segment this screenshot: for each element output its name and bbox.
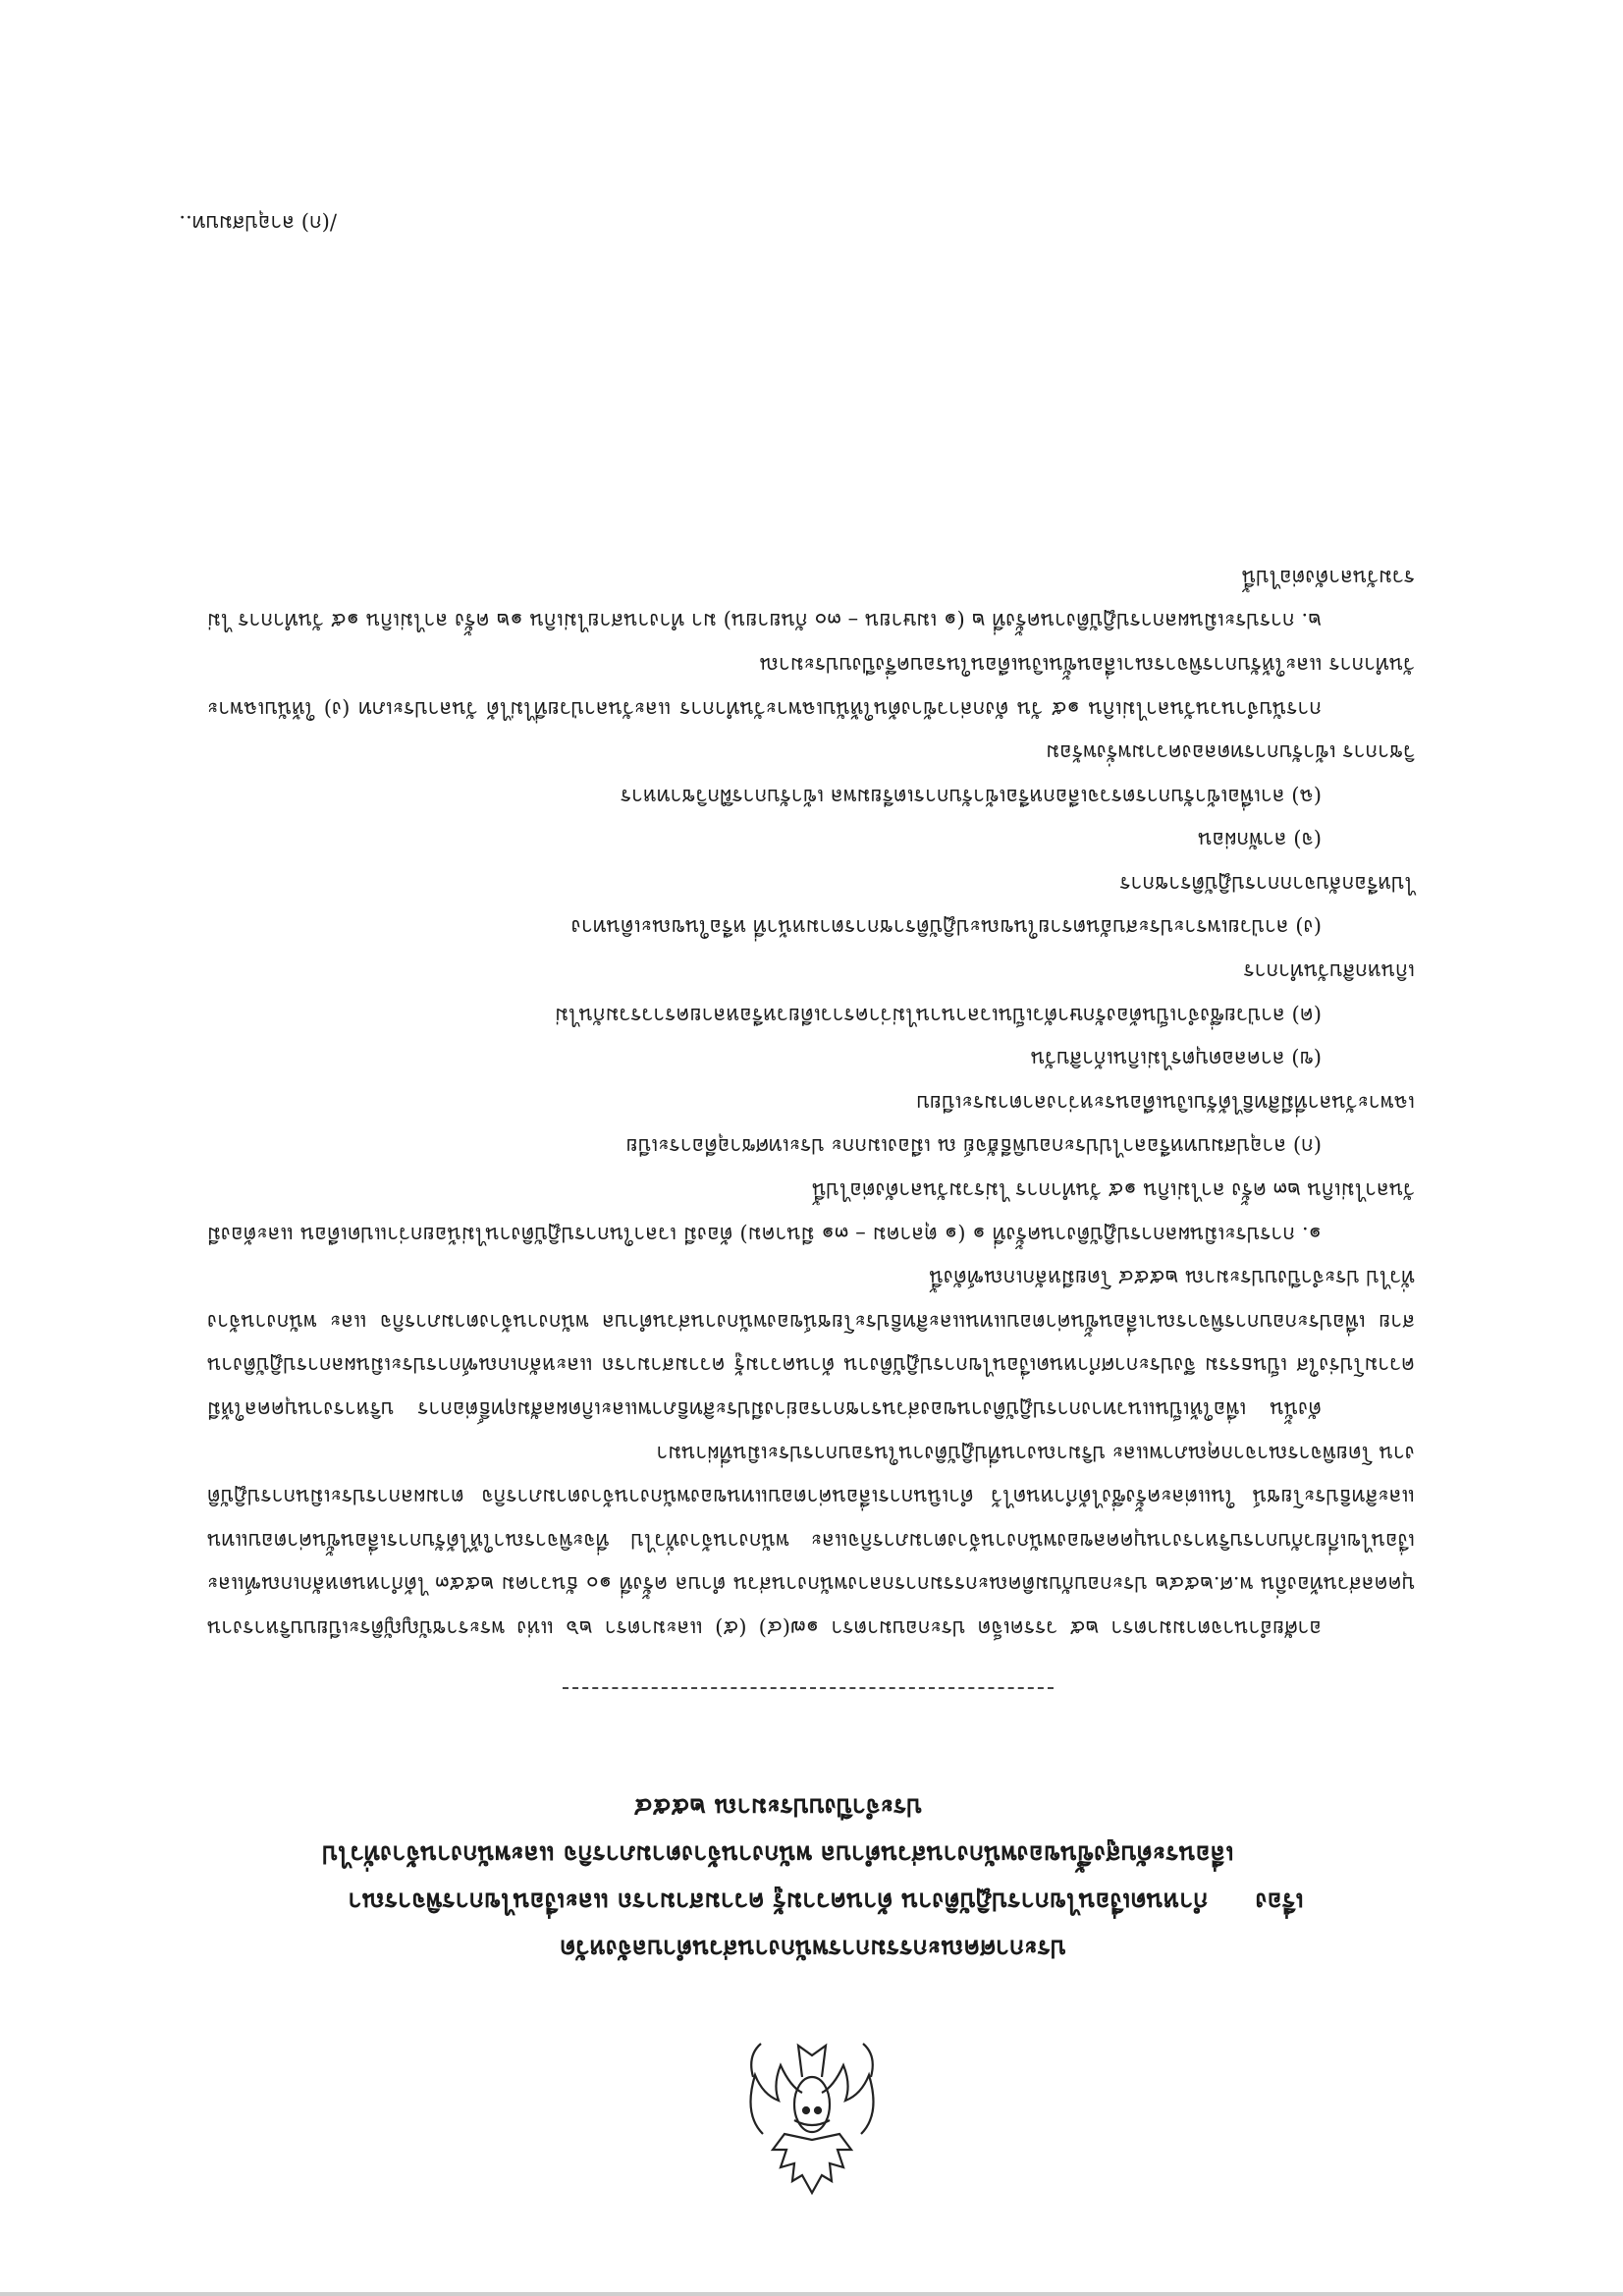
paragraph-authority bbox=[207, 1431, 1415, 1650]
subject-line: ประจำปีงบประมาณ ๒๕๕๔ bbox=[633, 1793, 923, 1822]
text-line: บริหารงานบุคคลให้มีความโปร่งใส เป็นธรรม จึงประกาศกำหนดเงื่อนไขการปฏิบัติงาน ด้านความรู้ ความสามารถ และหลักเกณฑ์การประเมินผลการปฏิบัติงาน bbox=[207, 1353, 1415, 1422]
text-line: ดำเนินการเลื่อนค่าตอบแทนของพนักงานจ้างตามภารกิจ ตามผลการประเมินการปฏิบัติงาน โดยพิจารณาจากคุณภาพและ bbox=[207, 1441, 1415, 1509]
subject-label: เรื่อง bbox=[1255, 1887, 1304, 1916]
subject-row bbox=[258, 1783, 1368, 1925]
sub-item: (ข) ลาคลอดบุตรไม่เกินเก้าสิบวัน bbox=[1030, 1047, 1322, 1071]
sub-item-continuation: ไปหรือกลับจากการปฏิบัติราชการ bbox=[1119, 871, 1415, 896]
item-1 bbox=[207, 1168, 1415, 1255]
sub-item-continuation: เฉพาะวันลาที่มีสิทธิได้รับเงินเดือนระหว่างลาตามระเบียบ bbox=[916, 1090, 1415, 1115]
text-line: เวลาในการปฏิบัติงานไม่น้อยกว่าแปดเดือน และต้องมีวันลาไม่เกิน ๒๓ ครั้ง ลาไม่เกิน ๑๕ วันทำการ ไม่รวมวันลาดังต่อไปนี้ bbox=[207, 1178, 1415, 1246]
subject-line: กำหนดเงื่อนไขการปฏิบัติงาน ด้านความรู้ ความสามารถ และเงื่อนไขการพิจารณา bbox=[348, 1887, 1209, 1916]
sub-item: (ง) ลาป่วยเพราะประสบอันตรายในขณะปฏิบัติราชการตามหน้าที่ หรือในขณะเดินทาง bbox=[570, 915, 1322, 940]
text-line: ตำบล ครั้งที่ ๑๐ ธันวาคม ๒๕๕๓ ได้กำหนดหลักเกณฑ์และเงื่อนไขเกี่ยวกับการบริหารงานบุคคลของพนักงานจ้างตามภารกิจและ bbox=[207, 1528, 1415, 1597]
text-line: ๒. การประเมินผลการปฏิบัติงานครั้งที่ ๒ (๑ เมษายน – ๓๐ กันยายน) มา bbox=[691, 609, 1322, 633]
text-line: ๑. การประเมินผลการปฏิบัติงานครั้งที่ ๑ (๑ ตุลาคม – ๓๑ มีนาคม) ต้องมี bbox=[683, 1222, 1322, 1246]
sub-item: (ค) ลาป่วยซึ่งจำเป็นต้องรักษาตัวเป็นเวลานานไม่ว่าคราวเดียวหรือหลายคราวรวมกันไม่ bbox=[555, 1003, 1322, 1027]
paragraph-purpose bbox=[207, 1256, 1415, 1431]
dashed-divider bbox=[563, 1687, 1054, 1689]
text-line: การนับจำนวนวันลาไม่เกิน ๑๕ วัน ดังกล่าวข้างต้นให้นับเฉพาะวันทำการ และวันลาป่วยที่ไม่ได้ bbox=[486, 696, 1322, 721]
sub-item: (ก) ลาอุปสมบทหรือลาไปประกอบพิธีฮัจย์ ณ เมืองเมกกะ ประเทศซาอุดีอาระเบีย bbox=[625, 1134, 1322, 1159]
text-line: พนักงานจ้างทั่วไป ที่จะพิจารณาให้ได้รับการเลื่อนขั้นค่าตอบแทนและสิทธิประโยชน์ ในแต่ละครั้งซึ่งได้กำหนดไว้ bbox=[207, 1485, 1415, 1553]
page-continuation: /(ก) ลาอุปสมบท.. bbox=[179, 211, 337, 235]
title-block bbox=[258, 1783, 1368, 1972]
subject-text bbox=[322, 1783, 1233, 1925]
text-line: พนักงานจ้างทั่วไป ประจำปีงบประมาณ ๒๕๕๔ โดยมีหลักเกณฑ์ดังนี้ bbox=[207, 1266, 1415, 1334]
text-line: วันลาประเภท (ง) ให้นับเฉพาะวันทำการ และให้รับการพิจารณาเลื่อนขั้นเงินเดือนในรอบครึ่งปีงบประมาณ bbox=[207, 652, 1415, 721]
item-2 bbox=[207, 555, 1415, 642]
sub-item: (จ) ลาพักผ่อน bbox=[1198, 828, 1322, 852]
text-line: อาศัยอำนาจตามมาตรา ๒๕ วรรคเจ็ด ประกอบมาตรา ๑๗(๔) (๕) และมาตรา ๒๖ แห่ง bbox=[516, 1616, 1322, 1640]
text-line: พระราชบัญญัติระเบียบบริหารงานบุคคลส่วนท้องถิ่น พ.ศ.๒๕๔๒ ประกอบกับมติคณะกรรมการกลางพนักงานส่วน bbox=[207, 1572, 1415, 1640]
text-line: ทำงานสายไม่เกิน ๑๒ ครั้ง ลาไม่เกิน ๑๕ วันทำการ ไม่รวมวันลาดังต่อไปนี้ bbox=[207, 565, 1415, 633]
text-line: สาย เพื่อประกอบการพิจารณาเลื่อนขั้นค่าตอบแทนและสิทธิประโยชน์ของพนักงานส่วนตำบล พนักงานจ้างตามภารกิจ และ bbox=[329, 1309, 1415, 1334]
text-line: ดังนั้น เพื่อให้เป็นแนวทางการปฏิบัติงานของส่วนราชการอย่างมีประสิทธิภาพและเกิดผลสัมฤทธิ์ต่อการ bbox=[417, 1397, 1322, 1422]
sub-item: (ฉ) ลาเพื่อเข้ารับการตรวจเลือกหรือเข้ารับการเตรียมพล เข้ารับการฝึกวิชาทหาร bbox=[620, 784, 1322, 808]
paragraph-leave-count bbox=[207, 642, 1415, 730]
garuda-emblem-icon bbox=[733, 2036, 891, 2203]
issuer-title: ประกาศคณะกรรมการพนักงานส่วนตำบลจังหวัด bbox=[560, 1935, 1066, 1963]
document-body bbox=[207, 555, 1415, 1650]
sub-item-continuation: เกินหกสิบวันทำการ bbox=[1243, 959, 1415, 984]
scan-edge bbox=[0, 2292, 1623, 2296]
sub-item-continuation: วิชาการ เข้ารับการทดลองความพรั่งพร้อม bbox=[1046, 740, 1415, 765]
subject-line: เลื่อนระดับสูงขึ้นของพนักงานส่วนตำบล พนักงานจ้างตามภารกิจ และพนักงานจ้างทั่วไป bbox=[322, 1840, 1234, 1869]
text-line: ปริมาณงานที่ปฏิบัติงานในรอบการประเมินที่ผ่านมา bbox=[656, 1441, 1107, 1465]
